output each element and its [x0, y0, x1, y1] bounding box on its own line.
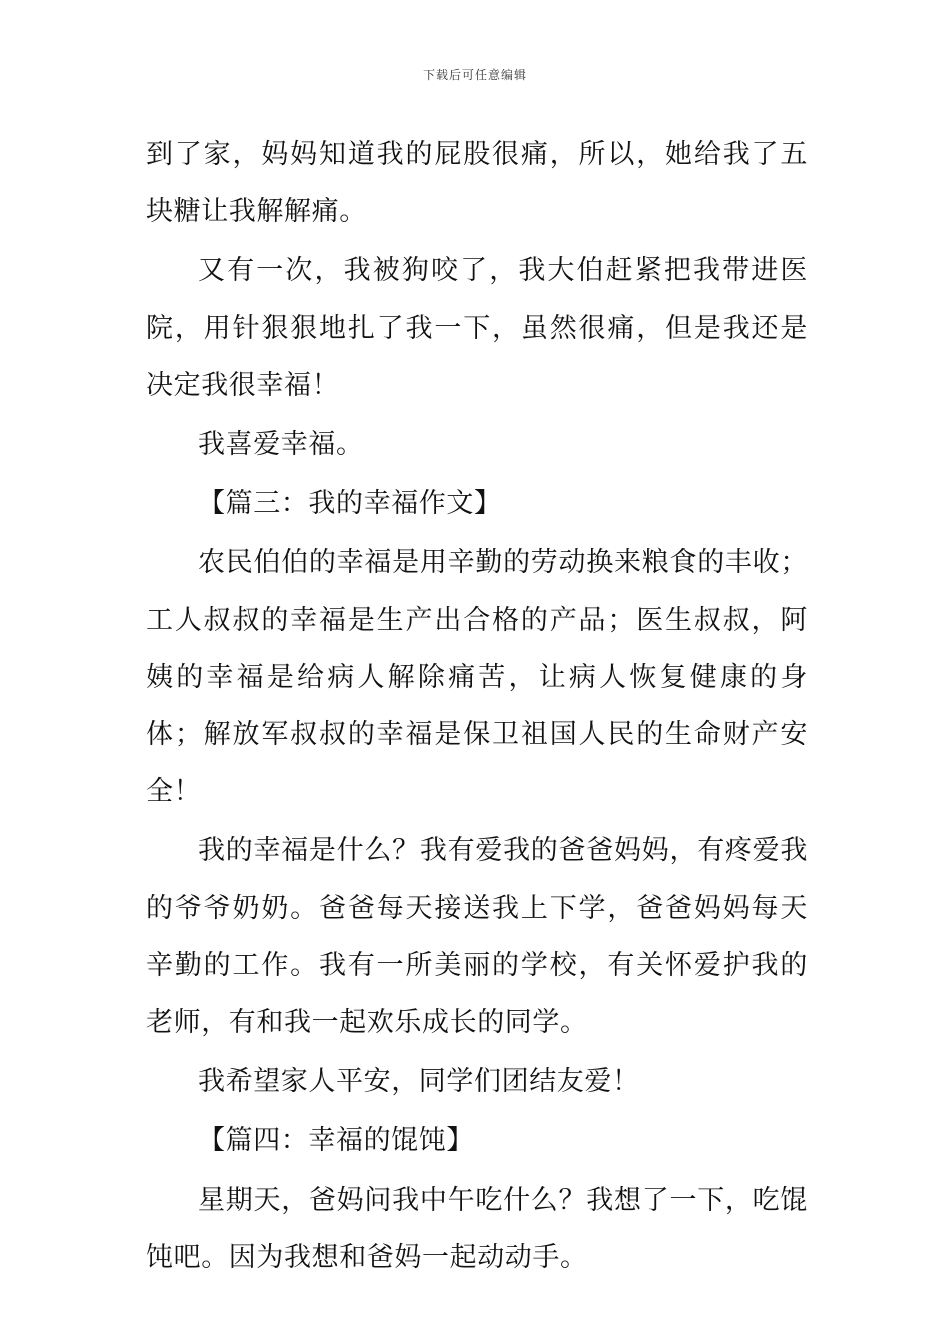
paragraph-3: 我喜爱幸福。 — [198, 429, 364, 461]
section-heading-3: 【篇三：我的幸福作文】 — [198, 488, 502, 520]
page-header-note: 下载后可任意编辑 — [422, 68, 527, 82]
paragraph-6: 我希望家人平安，同学们团结友爱！ — [198, 1066, 640, 1098]
paragraph-7: 星期天，爸妈问我中午吃什么？我想了一下，吃馄饨吧。因为我想和爸妈一起动动手。 — [146, 1184, 808, 1273]
paragraph-4: 农民伯伯的幸福是用辛勤的劳动换来粮食的丰收；工人叔叔的幸福是生产出合格的产品；医生叔叔，阿姨的幸福是给病人解除痛苦，让病人恢复健康的身体；解放军叔叔的幸福是保卫祖国人民的生命财产安全！ — [146, 547, 808, 808]
paragraph-1: 到了家，妈妈知道我的屁股很痛，所以，她给我了五块糖让我解解痛。 — [146, 139, 808, 228]
paragraph-5: 我的幸福是什么？我有爱我的爸爸妈妈，有疼爱我的爷爷奶奶。爸爸每天接送我上下学，爸爸妈妈每天辛勤的工作。我有一所美丽的学校，有关怀爱护我的老师，有和我一起欢乐成长的同学。 — [146, 835, 808, 1039]
document-body — [146, 126, 808, 1288]
section-heading-4: 【篇四：幸福的馄饨】 — [198, 1125, 474, 1157]
paragraph-2: 又有一次，我被狗咬了，我大伯赶紧把我带进医院，用针狠狠地扎了我一下，虽然很痛，但是我还是决定我很幸福！ — [146, 255, 808, 401]
